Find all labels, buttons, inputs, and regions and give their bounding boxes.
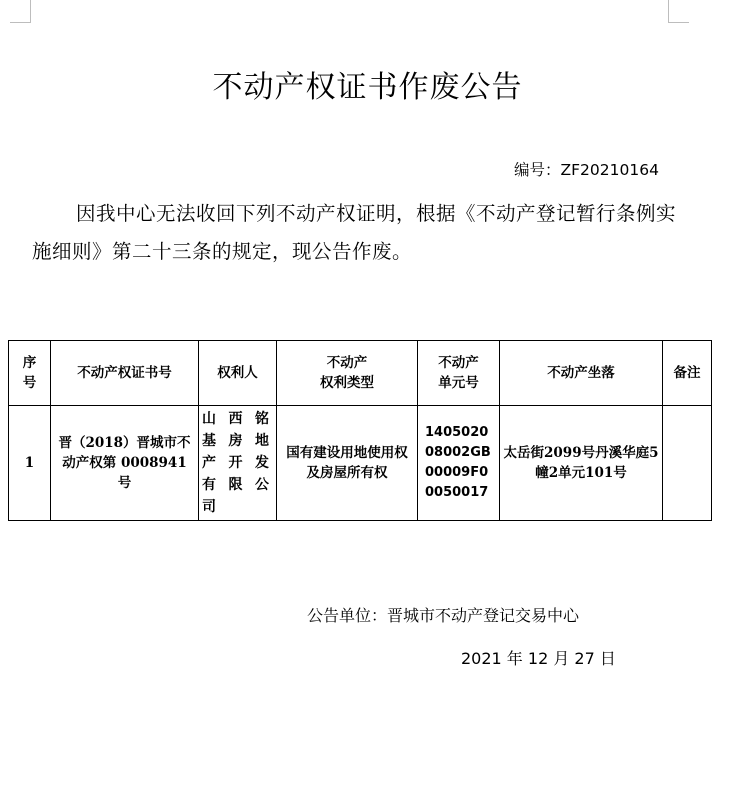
header-remark: 备注 [663, 341, 712, 406]
cell-owner: 山西铭基房地产开发有限公司 [199, 406, 277, 521]
cell-right-type: 国有建设用地使用权及房屋所有权 [277, 406, 418, 521]
cell-remark [663, 406, 712, 521]
table-row [9, 406, 712, 521]
issuer-signature: 公告单位：晋城市不动产登记交易中心 [307, 606, 580, 625]
voided-certificates-table [8, 340, 712, 521]
page-corner-mark-right [668, 0, 689, 23]
page-corner-mark-left [10, 0, 31, 23]
header-seq: 序 号 [9, 341, 51, 406]
header-right-type: 不动产 权利类型 [277, 341, 418, 406]
page-title: 不动产权证书作废公告 [212, 70, 523, 105]
cell-unit-no: 140502008002GB00009F00050017 [418, 406, 500, 521]
header-owner: 权利人 [199, 341, 277, 406]
header-location: 不动产坐落 [500, 341, 663, 406]
cell-cert-no: 晋（2018）晋城市不动产权第 0008941 号 [51, 406, 199, 521]
announcement-body: 因我中心无法收回下列不动产权证明，根据《不动产登记暂行条例实施细则》第二十三条的规定，现公告作废。 [32, 202, 677, 263]
issue-date: 2021 年 12 月 27 日 [461, 649, 616, 668]
cell-location: 太岳街2099号丹溪华庭5幢2单元101号 [500, 406, 663, 521]
document-number: 编号：ZF20210164 [514, 161, 659, 179]
header-unit-no: 不动产 单元号 [418, 341, 500, 406]
header-cert-no: 不动产权证书号 [51, 341, 199, 406]
table-header-row [9, 341, 712, 406]
cell-seq: 1 [9, 406, 51, 521]
